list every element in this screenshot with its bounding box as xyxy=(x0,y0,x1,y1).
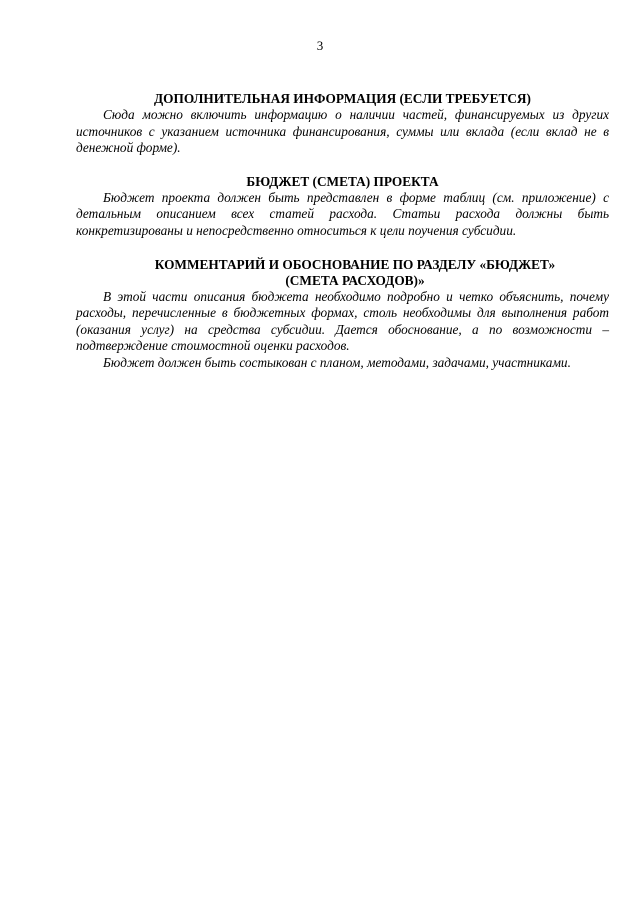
section-paragraph: Бюджет проекта должен быть представлен в форме таблиц (см. приложение) с детальным описанием всех статей расхода. Статьи расхода должны быть конкретизированы и непосредственно относиться к цели поучения субсидии. xyxy=(76,189,609,238)
section-heading-budget-comment xyxy=(76,257,609,289)
section-budget xyxy=(76,174,609,240)
page-content xyxy=(76,91,609,372)
section-paragraph: Бюджет должен быть состыкован с планом, методами, задачами, участниками. xyxy=(103,354,571,370)
section-spacer xyxy=(76,240,609,257)
page-number: 3 xyxy=(316,38,324,53)
section-paragraph: Сюда можно включить информацию о наличии частей, финансируемых из других источников с указанием источника финансирования, суммы или вклада (если вклад не в денежной форме). xyxy=(76,107,609,156)
section-heading-additional-info: ДОПОЛНИТЕЛЬНАЯ ИНФОРМАЦИЯ (ЕСЛИ ТРЕБУЕТСЯ) xyxy=(154,91,531,106)
section-additional-info xyxy=(76,91,609,157)
section-budget-comment xyxy=(76,257,609,372)
section-heading-budget: БЮДЖЕТ (СМЕТА) ПРОЕКТА xyxy=(246,173,439,189)
section-spacer xyxy=(76,157,609,174)
section-heading-line: (СМЕТА РАСХОДОВ)» xyxy=(285,272,425,288)
section-heading-line: КОММЕНТАРИЙ И ОБОСНОВАНИЕ ПО РАЗДЕЛУ «БЮДЖЕТ» xyxy=(154,256,556,272)
section-paragraph: В этой части описания бюджета необходимо подробно и четко объяснить, почему расходы, перечисленные в бюджетных формах, столь необходимы для выполнения работ (оказания услуг) на средства субсидии. Дается обоснование, а по возможности – подтверждение стоимостной оценки расходов. xyxy=(76,288,609,354)
